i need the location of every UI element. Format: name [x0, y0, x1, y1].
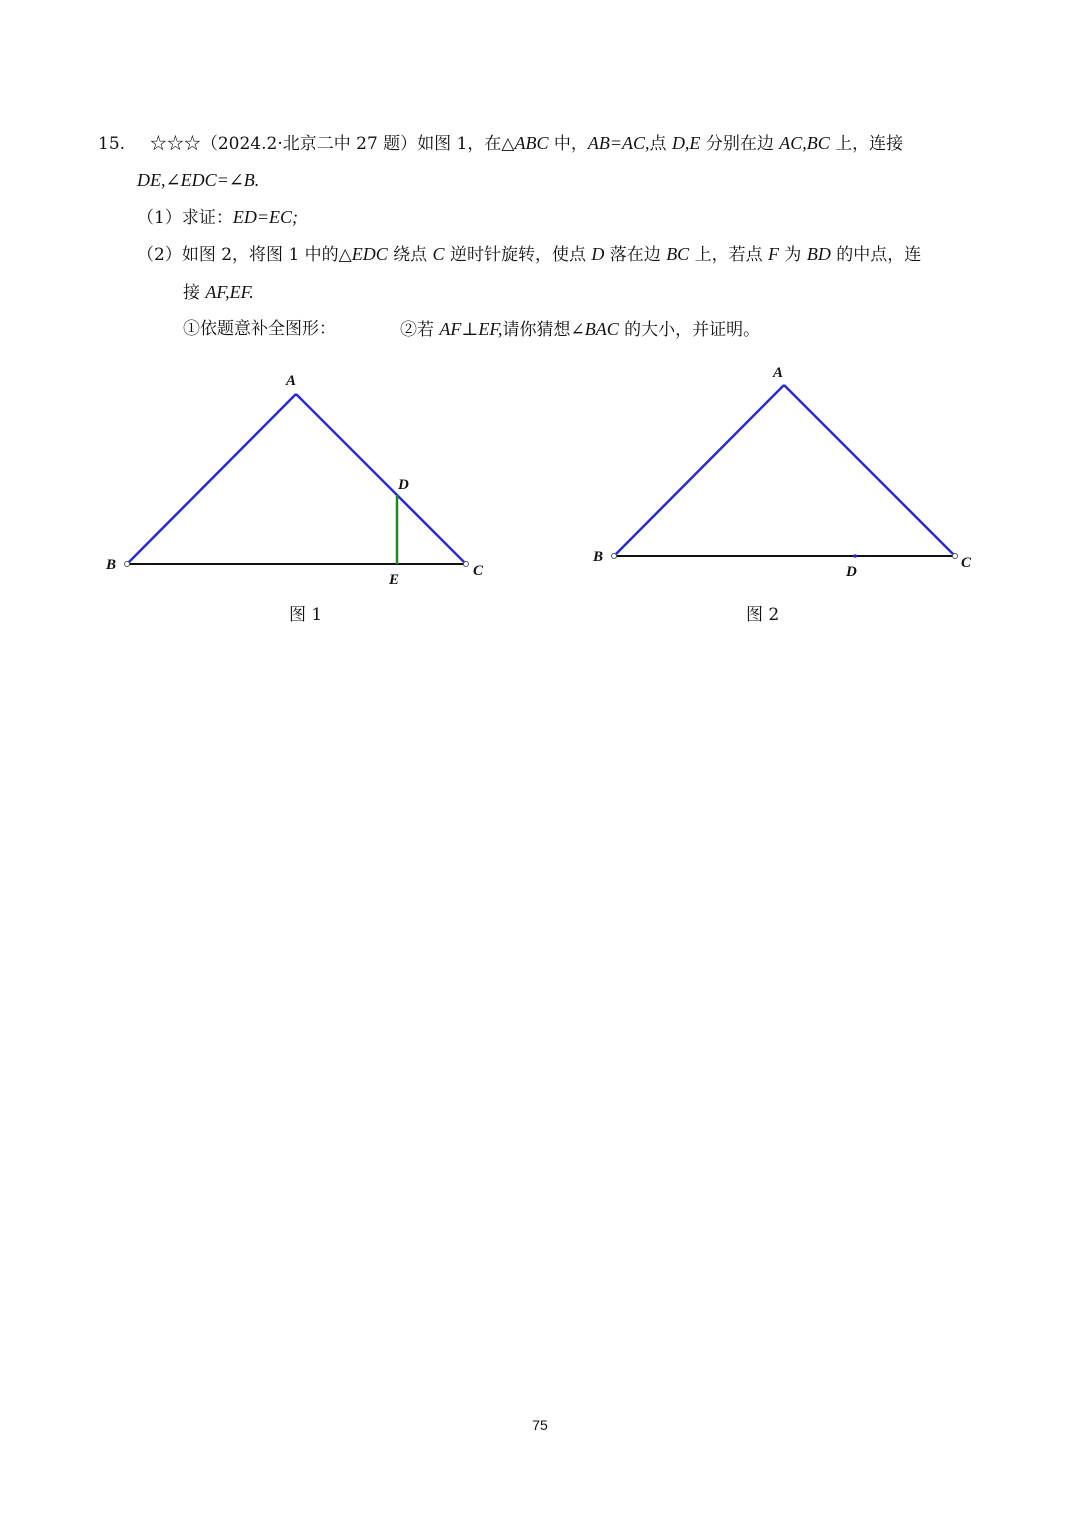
problem-source: （2024.2·北京二中 27 题） — [200, 134, 418, 154]
fig2-label-c: C — [961, 555, 972, 571]
fig2-side-ab — [614, 385, 784, 556]
figure-1-caption: 图 1 — [289, 605, 323, 625]
point-d: D — [591, 244, 605, 264]
problem-intro: 如图 1，在△ — [417, 134, 515, 154]
sub-question-2: ②若 — [400, 320, 440, 340]
fig2-point-d — [853, 554, 857, 558]
problem-text: 中， — [548, 134, 588, 154]
fig2-point-c — [953, 554, 958, 559]
part2-text: 为 — [779, 245, 807, 265]
part2-text: 上，若点 — [689, 245, 769, 265]
segments-af-ef: AF,EF. — [205, 282, 254, 302]
problem-text: 点 — [649, 134, 672, 154]
part2-text: 落在边 — [604, 245, 667, 265]
triangle-edc: EDC — [351, 244, 388, 264]
angle-condition: ∠EDC=∠B. — [165, 170, 260, 190]
point-f: F — [768, 244, 780, 264]
part2-text: 绕点 — [387, 245, 433, 265]
fig1-label-e: E — [389, 572, 400, 588]
segment-bd: BD — [806, 244, 831, 264]
part1-label: （1）求证： — [137, 208, 233, 228]
sub-question-1: ①依题意补全图形： — [183, 319, 336, 339]
fig1-side-ab — [127, 394, 296, 564]
difficulty-stars: ☆☆☆ — [149, 134, 201, 154]
part2-text: 逆时针旋转，使点 — [444, 245, 592, 265]
perp-condition: AF⊥EF, — [439, 319, 503, 339]
ab-eq-ac: AB=AC, — [587, 133, 650, 153]
figures-canvas — [0, 0, 1080, 700]
angle-bac: BAC — [584, 319, 619, 339]
side-bc: BC — [666, 244, 690, 264]
fig2-side-ac — [784, 385, 955, 556]
fig1-point-c — [464, 562, 469, 567]
sub-question-2-end: 的大小，并证明。 — [618, 320, 761, 340]
part2-text: 接 — [183, 283, 206, 303]
segment-de: DE, — [137, 170, 166, 190]
point-c: C — [432, 244, 445, 264]
sub-question-2-text: 请你猜想∠ — [502, 320, 585, 340]
problem-text: 分别在边 — [700, 134, 780, 154]
page-number: 75 — [532, 1417, 548, 1433]
fig2-label-a: A — [773, 365, 784, 381]
points-de: D,E — [671, 133, 701, 153]
fig1-side-ac — [296, 394, 466, 564]
part2-label: （2）如图 2，将图 1 中的△ — [137, 245, 352, 265]
fig1-point-b — [125, 562, 130, 567]
figure-2-caption: 图 2 — [746, 605, 780, 625]
fig2-point-b — [612, 554, 617, 559]
fig1-label-c: C — [473, 563, 484, 579]
figure-1 — [105, 373, 484, 588]
fig1-label-b: B — [106, 557, 117, 573]
fig1-label-d: D — [398, 477, 409, 493]
triangle-abc: ABC — [514, 133, 549, 153]
sides-ac-bc: AC,BC — [779, 133, 830, 153]
fig1-label-a: A — [286, 373, 297, 389]
figure-2 — [592, 365, 972, 580]
fig2-label-b: B — [593, 549, 604, 565]
part2-text: 的中点，连 — [830, 245, 922, 265]
problem-text: 上，连接 — [829, 134, 904, 154]
fig2-label-d: D — [846, 564, 857, 580]
problem-number: 15. — [98, 134, 126, 154]
part1-claim: ED=EC; — [232, 207, 298, 227]
